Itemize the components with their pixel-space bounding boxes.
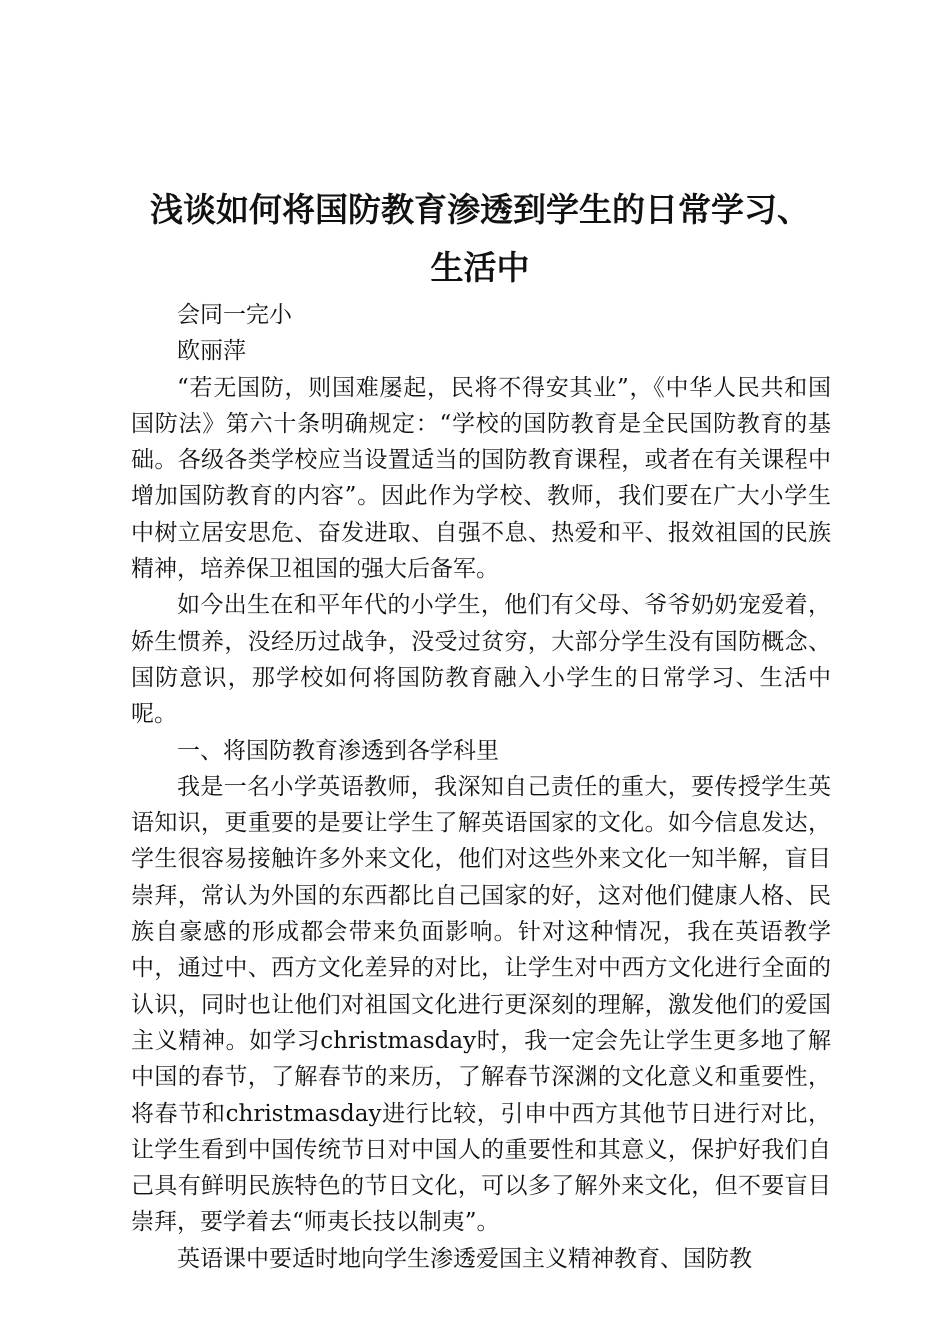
paragraph-english-teaching: 我是一名小学英语教师，我深知自己责任的重大，要传授学生英语知识，更重要的是要让学生了解英语国家的文化。如今信息发达，学生很容易接触许多外来文化，他们对这些外来文化一知半解，盲目崇拜，常认为外国的东西都比自己国家的好，这对他们健康人格、民族自豪感的形成都会带来负面影响。针对这种情况，我在英语教学中，通过中、西方文化差异的对比，让学生对中西方文化进行全面的认识，同时也让他们对祖国文化进行更深刻的理解，激发他们的爱国主义精神。如学习christmasday时，我一定会先让学生更多地了解中国的春节，了解春节的来历，了解春节深渊的文化意义和重要性，将春节和christmasday进行比较，引申中西方其他节日进行对比，让学生看到中国传统节日对中国人的重要性和其意义，保护好我们自己具有鲜明民族特色的节日文化，可以多了解外来文化，但不要盲目崇拜，要学着去“师夷长技以制夷”。: [131, 773, 831, 1236]
paragraph-english-class: 英语课中要适时地向学生渗透爱国主义精神教育、国防教: [177, 1245, 752, 1272]
school-name: 会同一完小: [177, 302, 292, 328]
document-title-line-1: 浅谈如何将国防教育渗透到学生的日常学习、: [150, 190, 810, 229]
section-heading-1: 一、将国防教育渗透到各学科里: [177, 737, 499, 764]
document-title-line-2: 生活中: [430, 248, 530, 287]
paragraph-context: 如今出生在和平年代的小学生，他们有父母、爷爷奶奶宠爱着，娇生惯养，没经历过战争，没受过贫穷，大部分学生没有国防概念、国防意识，那学校如何将国防教育融入小学生的日常学习、生活中呢。: [131, 592, 831, 728]
paragraph-intro: “若无国防，则国难屡起，民将不得安其业”，《中华人民共和国国防法》第六十条明确规定：“学校的国防教育是全民国防教育的基础。各级各类学校应当设置适当的国防教育课程，或者在有关课程中增加国防教育的内容”。因此作为学校、教师，我们要在广大小学生中树立居安思危、奋发进取、自强不息、热爱和平、报效祖国的民族精神，培养保卫祖国的强大后备军。: [131, 374, 831, 583]
author-name: 欧丽萍: [177, 338, 246, 365]
document-body: [131, 297, 831, 1277]
